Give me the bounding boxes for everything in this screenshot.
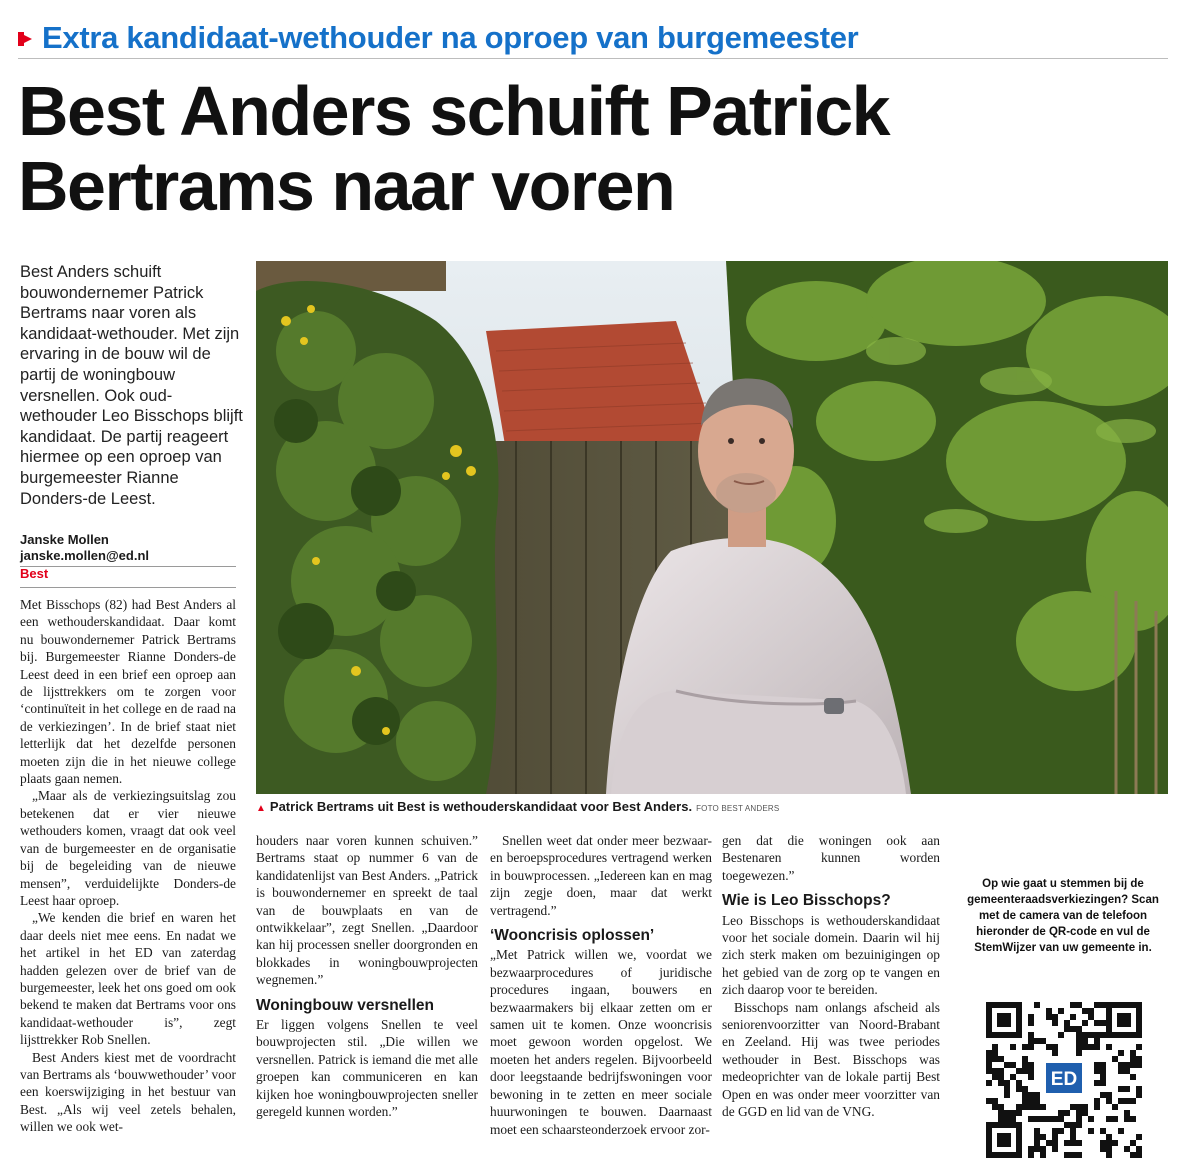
kicker-text: Extra kandidaat-wethouder na oproep van burgemeester <box>42 20 859 55</box>
article-column-2 <box>256 832 478 1121</box>
paragraph: Met Bisschops (82) had Best Anders al een wethouderskandidaat. Daar komt nu bouwondernemer Patrick Bertrams bij. Burgemeester Rianne Donders-de Leest deed in een brief een oproep aan de lijsttrekkers om te zorgen voor ‘continuïteit in het college en de raad na de verkiezingen’. In de brief staat niet letterlijk dat het dezelfde personen moeten zijn die in het nieuwe college plaats gaan nemen. <box>20 597 236 787</box>
byline-divider-bottom <box>20 587 236 588</box>
caption-text: Patrick Bertrams uit Best is wethouderskandidaat voor Best Anders. <box>269 799 693 814</box>
paragraph: Snellen weet dat onder meer bezwaar- en beroepsprocedures vertragend werken in bouwprocessen. „Iedereen kan en mag zijn zegje doen, maar dat werkt vertragend.” <box>490 833 712 918</box>
paragraph: „Met Patrick willen we, voordat we bezwaarprocedures of juridische procedures ingaan, bouwers en bezwaarmakers bij elkaar zetten om er samen uit te komen. Onze wooncrisis moet gewoon worden opgelost. We moeten het anders regelen. Bijvoorbeeld door leegstaande bedrijfswoningen voor bewoning in te zetten en meer sociale huurwoningen te bouwen. Daarnaast moet een schaarsteonderzoek ervoor zor- <box>490 947 712 1137</box>
qr-code-graphic[interactable] <box>986 1002 1142 1158</box>
stemwijzer-text: Op wie gaat u stemmen bij de gemeenteraadsverkiezingen? Scan met de camera van de telefoon hieronder de QR-code en vul de StemWijzer van uw gemeente in. <box>967 878 1159 954</box>
ed-logo-text: ED <box>1050 1069 1078 1090</box>
red-triangle-icon: ▲ <box>256 803 266 814</box>
article-photo <box>256 261 1168 794</box>
kicker-bar <box>18 18 1168 59</box>
dateline-place: Best <box>20 566 49 581</box>
article-column-1 <box>20 596 236 1136</box>
subheading: ‘Wooncrisis oplossen’ <box>490 927 655 945</box>
byline <box>20 532 236 582</box>
subheading: Wie is Leo Bisschops? <box>722 892 891 910</box>
author-email[interactable]: janske.mollen@ed.nl <box>20 547 149 563</box>
headline: Best Anders schuift Patrick Bertrams naar voren <box>18 72 890 225</box>
photo-caption <box>256 799 1168 814</box>
paragraph: Bisschops nam onlangs afscheid als seniorenvoorzitter van Noord-Brabant en Zeeland. Hij was twee periodes wethouder in Best. Bisschops was medeoprichter van de lokale partij Best Open en was onder meer voorzitter van de GGD en lid van de VNG. <box>722 999 940 1120</box>
article-column-4 <box>722 832 940 1121</box>
photo-illustration <box>256 261 1168 794</box>
paragraph: houders naar voren kunnen schuiven.” Bertrams staat op nummer 6 van de kandidatenlijst van Best Anders. „Patrick is bouwondernemer en spreekt de taal van de bouwplaats en van de ontwikkelaar”, zegt Snellen. „Daardoor kan hij processen sneller doorgronden en blokkades in woningbouwprojecten wegnemen.” <box>256 833 478 988</box>
paragraph: Er liggen volgens Snellen te veel bouwprojecten stil. „Die willen we versnellen. Patrick is iemand die met alle groepen kan communiceren en kan kijken hoe woningbouwprojecten sneller geregeld kunnen worden.” <box>256 1017 478 1120</box>
intro-text: Best Anders schuift bouwondernemer Patrick Bertrams naar voren als kandidaat-wethouder. Met zijn ervaring in de bouw wil de partij de woningbouw versnellen. Ook oud-wethouder Leo Bisschops blijft kandidaat. De partij reageert hiermee op een oproep van burgemeester Rianne Donders-de Leest. <box>20 263 243 508</box>
paragraph: „Maar als de verkiezingsuitslag zou betekenen dat er vier nieuwe wethouders komen, vraagt dat ook veel van de burgemeester en de organisatie bij de begeleiding van de nieuwe mensen”, verduidelijkte Donders-de Leest haar oproep. <box>20 788 236 908</box>
byline-divider <box>20 566 236 567</box>
paragraph: „We kenden die brief en waren het daar deels niet mee eens. En nadat we het artikel in het ED van zaterdag hadden gelezen over de brief van de burgemeester, leek het ons goed om ook bekend te maken dat Bertrams voor ons kandidaat-wethouder is”, zegt lijsttrekker Rob Snellen. <box>20 910 236 1048</box>
photo-credit: FOTO BEST ANDERS <box>696 804 780 813</box>
author-name: Janske Mollen <box>20 532 109 547</box>
paragraph: Best Anders kiest met de voordracht van Bertrams als ‘bouwwethouder’ voor een koerswijziging in het bestuur van Best. „Als wij veel zetels behalen, willen we ook wet- <box>20 1049 236 1135</box>
red-arrow-icon <box>18 32 32 46</box>
article-column-3 <box>490 832 712 1138</box>
subheading: Woningbouw versnellen <box>256 996 434 1014</box>
stemwijzer-box <box>958 876 1168 956</box>
qr-code-icon[interactable] <box>986 1002 1142 1158</box>
paragraph: gen dat die woningen ook aan Bestenaren kunnen worden toegewezen.” <box>722 833 940 883</box>
paragraph: Leo Bisschops is wethouderskandidaat voor het sociale domein. Daarin wil hij zich sterk maken om bezuinigingen op het gebied van de zorg op te vangen en zich daarop voor te bereiden. <box>722 912 940 998</box>
